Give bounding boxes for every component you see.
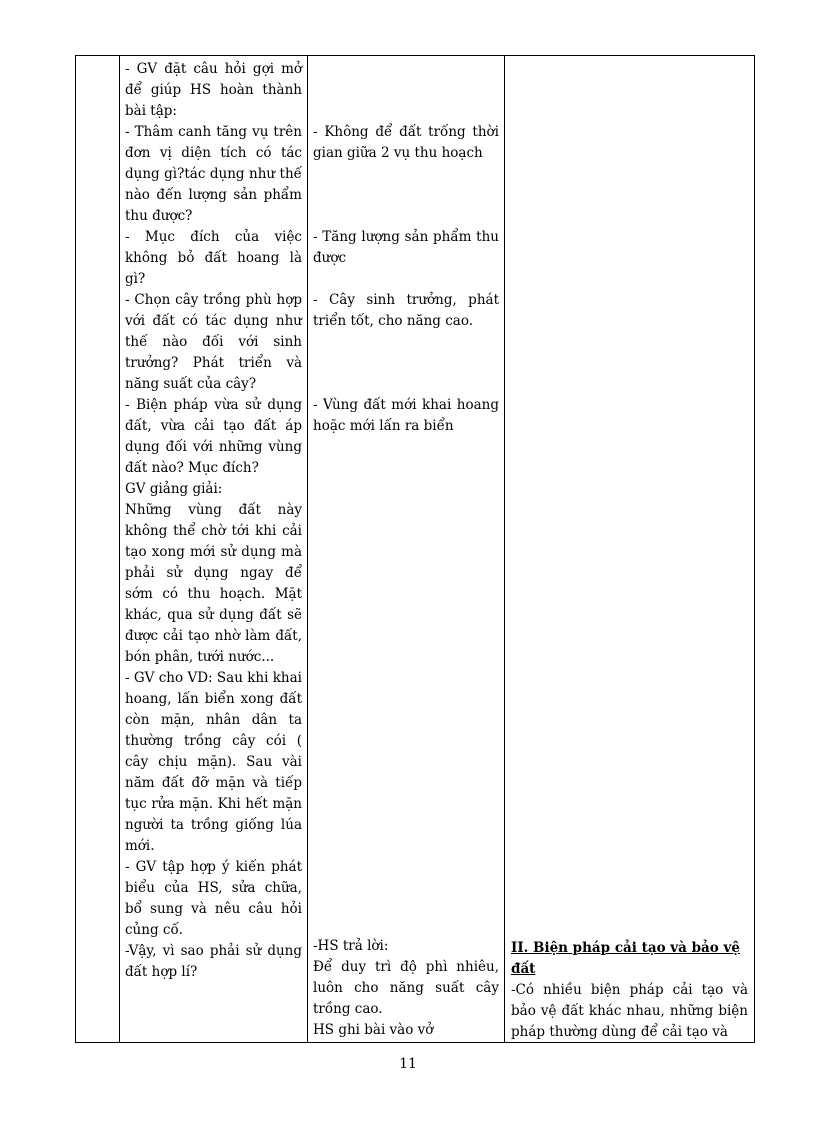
table-col-empty — [76, 56, 120, 1042]
teacher-paragraph: - GV cho VD: Sau khi khai hoang, lấn biển xong đất còn mặn, nhân dân ta thường trồng cây cói ( cây chịu mặn). Sau vài năm đất đỡ mặn và tiếp tục rửa mặn. Khi hết mặn người ta trồng giống lúa mới. — [125, 670, 302, 854]
student-response: - Không để đất trống thời gian giữa 2 vụ thu hoạch — [313, 124, 499, 161]
table-col-teacher-activity — [120, 56, 308, 1042]
lesson-table — [75, 55, 755, 1043]
teacher-paragraph: - GV tập hợp ý kiến phát biểu của HS, sửa chữa, bổ sung và nêu câu hỏi củng cố. — [125, 859, 302, 938]
student-response: -HS trả lời: — [313, 938, 389, 954]
teacher-paragraph: - Chọn cây trồng phù hợp với đất có tác dụng như thế nào đối với sinh trưởng? Phát triển và năng suất của cây? — [125, 292, 302, 392]
teacher-paragraph: -Vậy, vì sao phải sử dụng đất hợp lí? — [125, 943, 302, 980]
student-response: Để duy trì độ phì nhiêu, luôn cho năng suất cây trồng cao. — [313, 959, 499, 1017]
student-response-group — [313, 936, 499, 1041]
table-col-content — [505, 56, 754, 1042]
teacher-paragraph: - GV đặt câu hỏi gợi mở để giúp HS hoàn thành bài tập: — [125, 61, 302, 119]
teacher-paragraph: - Thâm canh tăng vụ trên đơn vị diện tích có tác dụng gì?tác dụng như thế nào đến lượng sản phẩm thu được? — [125, 124, 302, 224]
table-col-student-activity — [308, 56, 505, 1042]
content-paragraph: -Có nhiều biện pháp cải tạo và bảo vệ đất khác nhau, những biện pháp thường dùng để cải tạo và — [511, 982, 748, 1040]
student-response: HS ghi bài vào vở — [313, 1022, 434, 1038]
section-heading: II. Biện pháp cải tạo và bảo vệ đất — [511, 940, 740, 977]
teacher-paragraph: GV giảng giải: — [125, 481, 223, 497]
teacher-paragraph: - Mục đích của việc không bỏ đất hoang là gì? — [125, 229, 302, 287]
student-response: - Vùng đất mới khai hoang hoặc mới lấn ra biển — [313, 397, 499, 434]
teacher-paragraph: Những vùng đất này không thể chờ tới khi cải tạo xong mới sử dụng mà phải sử dụng ngay để sớm có thu hoạch. Mặt khác, qua sử dụng đất sẽ được cải tạo nhờ làm đất, bón phân, tưới nước... — [125, 502, 302, 665]
page-number: 11 — [399, 1056, 417, 1072]
content-block — [511, 938, 748, 1042]
teacher-paragraph: - Biện pháp vừa sử dụng đất, vừa cải tạo đất áp dụng đối với những vùng đất nào? Mục đích? — [125, 397, 302, 476]
student-response: - Cây sinh trưởng, phát triển tốt, cho năng cao. — [313, 292, 499, 329]
student-response: - Tăng lượng sản phẩm thu được — [313, 229, 499, 266]
